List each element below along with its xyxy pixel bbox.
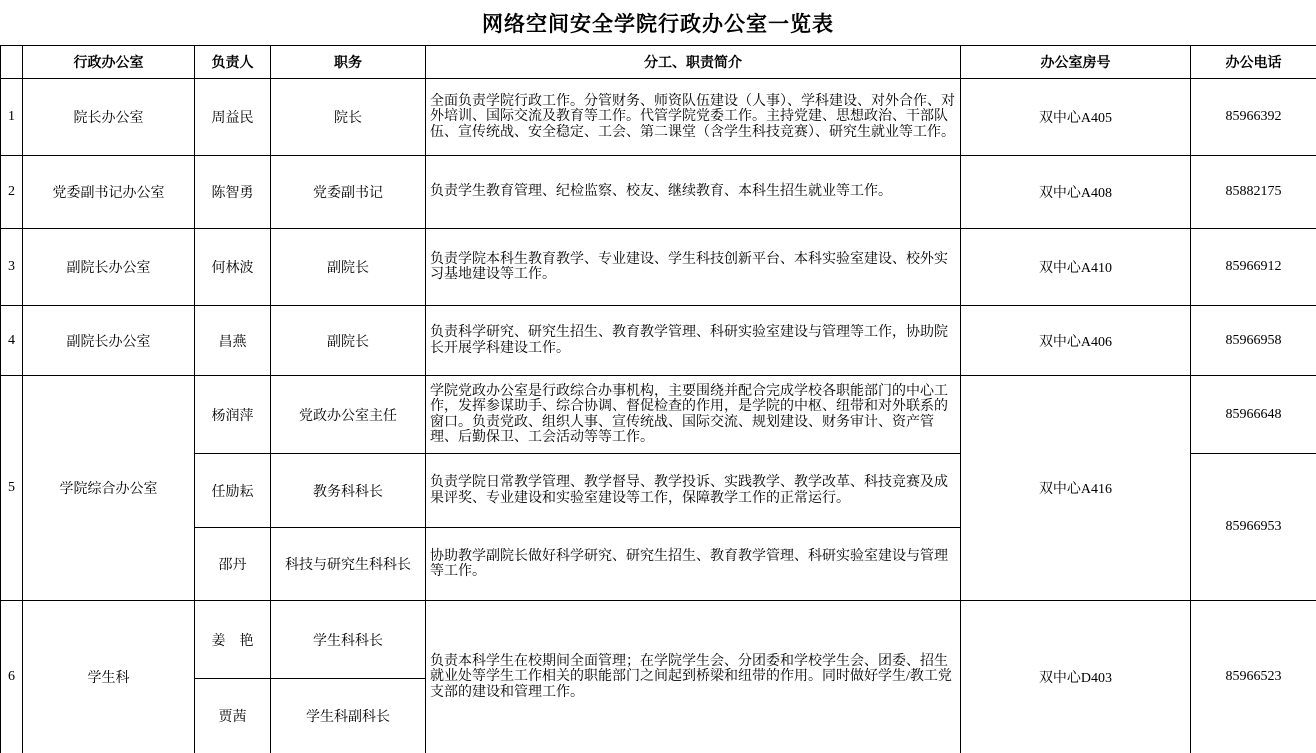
cell-position: 副院长 [271,306,426,376]
cell-position: 教务科科长 [271,454,426,528]
cell-person: 邵丹 [195,528,271,601]
cell-position: 党政办公室主任 [271,376,426,454]
table-row [1,376,1316,454]
cell-duty: 负责学院日常教学管理、教学督导、教学投诉、实践教学、教学改革、科技竞赛及成果评奖、专业建设和实验室建设等工作，保障教学工作的正常运行。 [426,454,961,528]
cell-index: 2 [1,156,23,229]
table-row [1,79,1316,156]
cell-person: 贾茜 [195,679,271,753]
cell-room: 双中心A416 [961,376,1191,601]
cell-office: 院长办公室 [23,79,195,156]
cell-person: 陈智勇 [195,156,271,229]
header-position: 职务 [271,46,426,79]
cell-position: 科技与研究生科科长 [271,528,426,601]
cell-person: 任励耘 [195,454,271,528]
cell-duty: 负责本科学生在校期间全面管理；在学院学生会、分团委和学校学生会、团委、招生就业处等学生工作相关的职能部门之间起到桥梁和纽带的作用。同时做好学生/教工党支部的建设和管理工作。 [426,601,961,753]
table-row [1,229,1316,306]
cell-duty: 全面负责学院行政工作。分管财务、师资队伍建设（人事）、学科建设、对外合作、对外培训、国际交流及教育等工作。代管学院党委工作。主持党建、思想政治、干部队伍、宣传统战、安全稳定、工会、第二课堂（含学生科技竞赛）、研究生就业等工作。 [426,79,961,156]
cell-person: 姜 艳 [195,601,271,679]
header-index [1,46,23,79]
cell-room: 双中心A408 [961,156,1191,229]
cell-index: 6 [1,601,23,753]
cell-room: 双中心A406 [961,306,1191,376]
header-person: 负责人 [195,46,271,79]
cell-position: 党委副书记 [271,156,426,229]
cell-phone: 85966912 [1191,229,1316,306]
cell-duty: 负责学院本科生教育教学、专业建设、学生科技创新平台、本科实验室建设、校外实习基地建设等工作。 [426,229,961,306]
header-room: 办公室房号 [961,46,1191,79]
header-office: 行政办公室 [23,46,195,79]
cell-phone: 85966953 [1191,454,1316,601]
cell-duty: 负责学生教育管理、纪检监察、校友、继续教育、本科生招生就业等工作。 [426,156,961,229]
cell-person: 何林波 [195,229,271,306]
table-header-row [1,46,1316,79]
cell-office: 副院长办公室 [23,229,195,306]
cell-office: 副院长办公室 [23,306,195,376]
cell-position: 学生科科长 [271,601,426,679]
cell-phone: 85882175 [1191,156,1316,229]
cell-duty: 协助教学副院长做好科学研究、研究生招生、教育教学管理、科研实验室建设与管理等工作。 [426,528,961,601]
cell-index: 5 [1,376,23,601]
cell-position: 副院长 [271,229,426,306]
cell-phone: 85966523 [1191,601,1316,753]
table-row [1,306,1316,376]
cell-room: 双中心A405 [961,79,1191,156]
header-duty: 分工、职责简介 [426,46,961,79]
cell-phone: 85966392 [1191,79,1316,156]
cell-duty: 负责科学研究、研究生招生、教育教学管理、科研实验室建设与管理等工作，协助院长开展学科建设工作。 [426,306,961,376]
cell-room: 双中心D403 [961,601,1191,753]
title-bar [0,0,1316,45]
cell-index: 4 [1,306,23,376]
cell-position: 院长 [271,79,426,156]
cell-index: 3 [1,229,23,306]
cell-person: 周益民 [195,79,271,156]
cell-phone: 85966958 [1191,306,1316,376]
table-row [1,601,1316,679]
table-row [1,156,1316,229]
cell-office: 学生科 [23,601,195,753]
cell-person: 昌燕 [195,306,271,376]
cell-office: 学院综合办公室 [23,376,195,601]
cell-index: 1 [1,79,23,156]
cell-office: 党委副书记办公室 [23,156,195,229]
cell-person: 杨润萍 [195,376,271,454]
page-title: 网络空间安全学院行政办公室一览表 [482,11,834,36]
header-phone: 办公电话 [1191,46,1316,79]
cell-phone: 85966648 [1191,376,1316,454]
office-table [0,45,1316,753]
cell-room: 双中心A410 [961,229,1191,306]
cell-position: 学生科副科长 [271,679,426,753]
cell-duty: 学院党政办公室是行政综合办事机构，主要围绕并配合完成学校各职能部门的中心工作，发挥参谋助手、综合协调、督促检查的作用，是学院的中枢、纽带和对外联系的窗口。负责党政、组织人事、宣传统战、国际交流、规划建设、财务审计、资产管理、后勤保卫、工会活动等等工作。 [426,376,961,454]
